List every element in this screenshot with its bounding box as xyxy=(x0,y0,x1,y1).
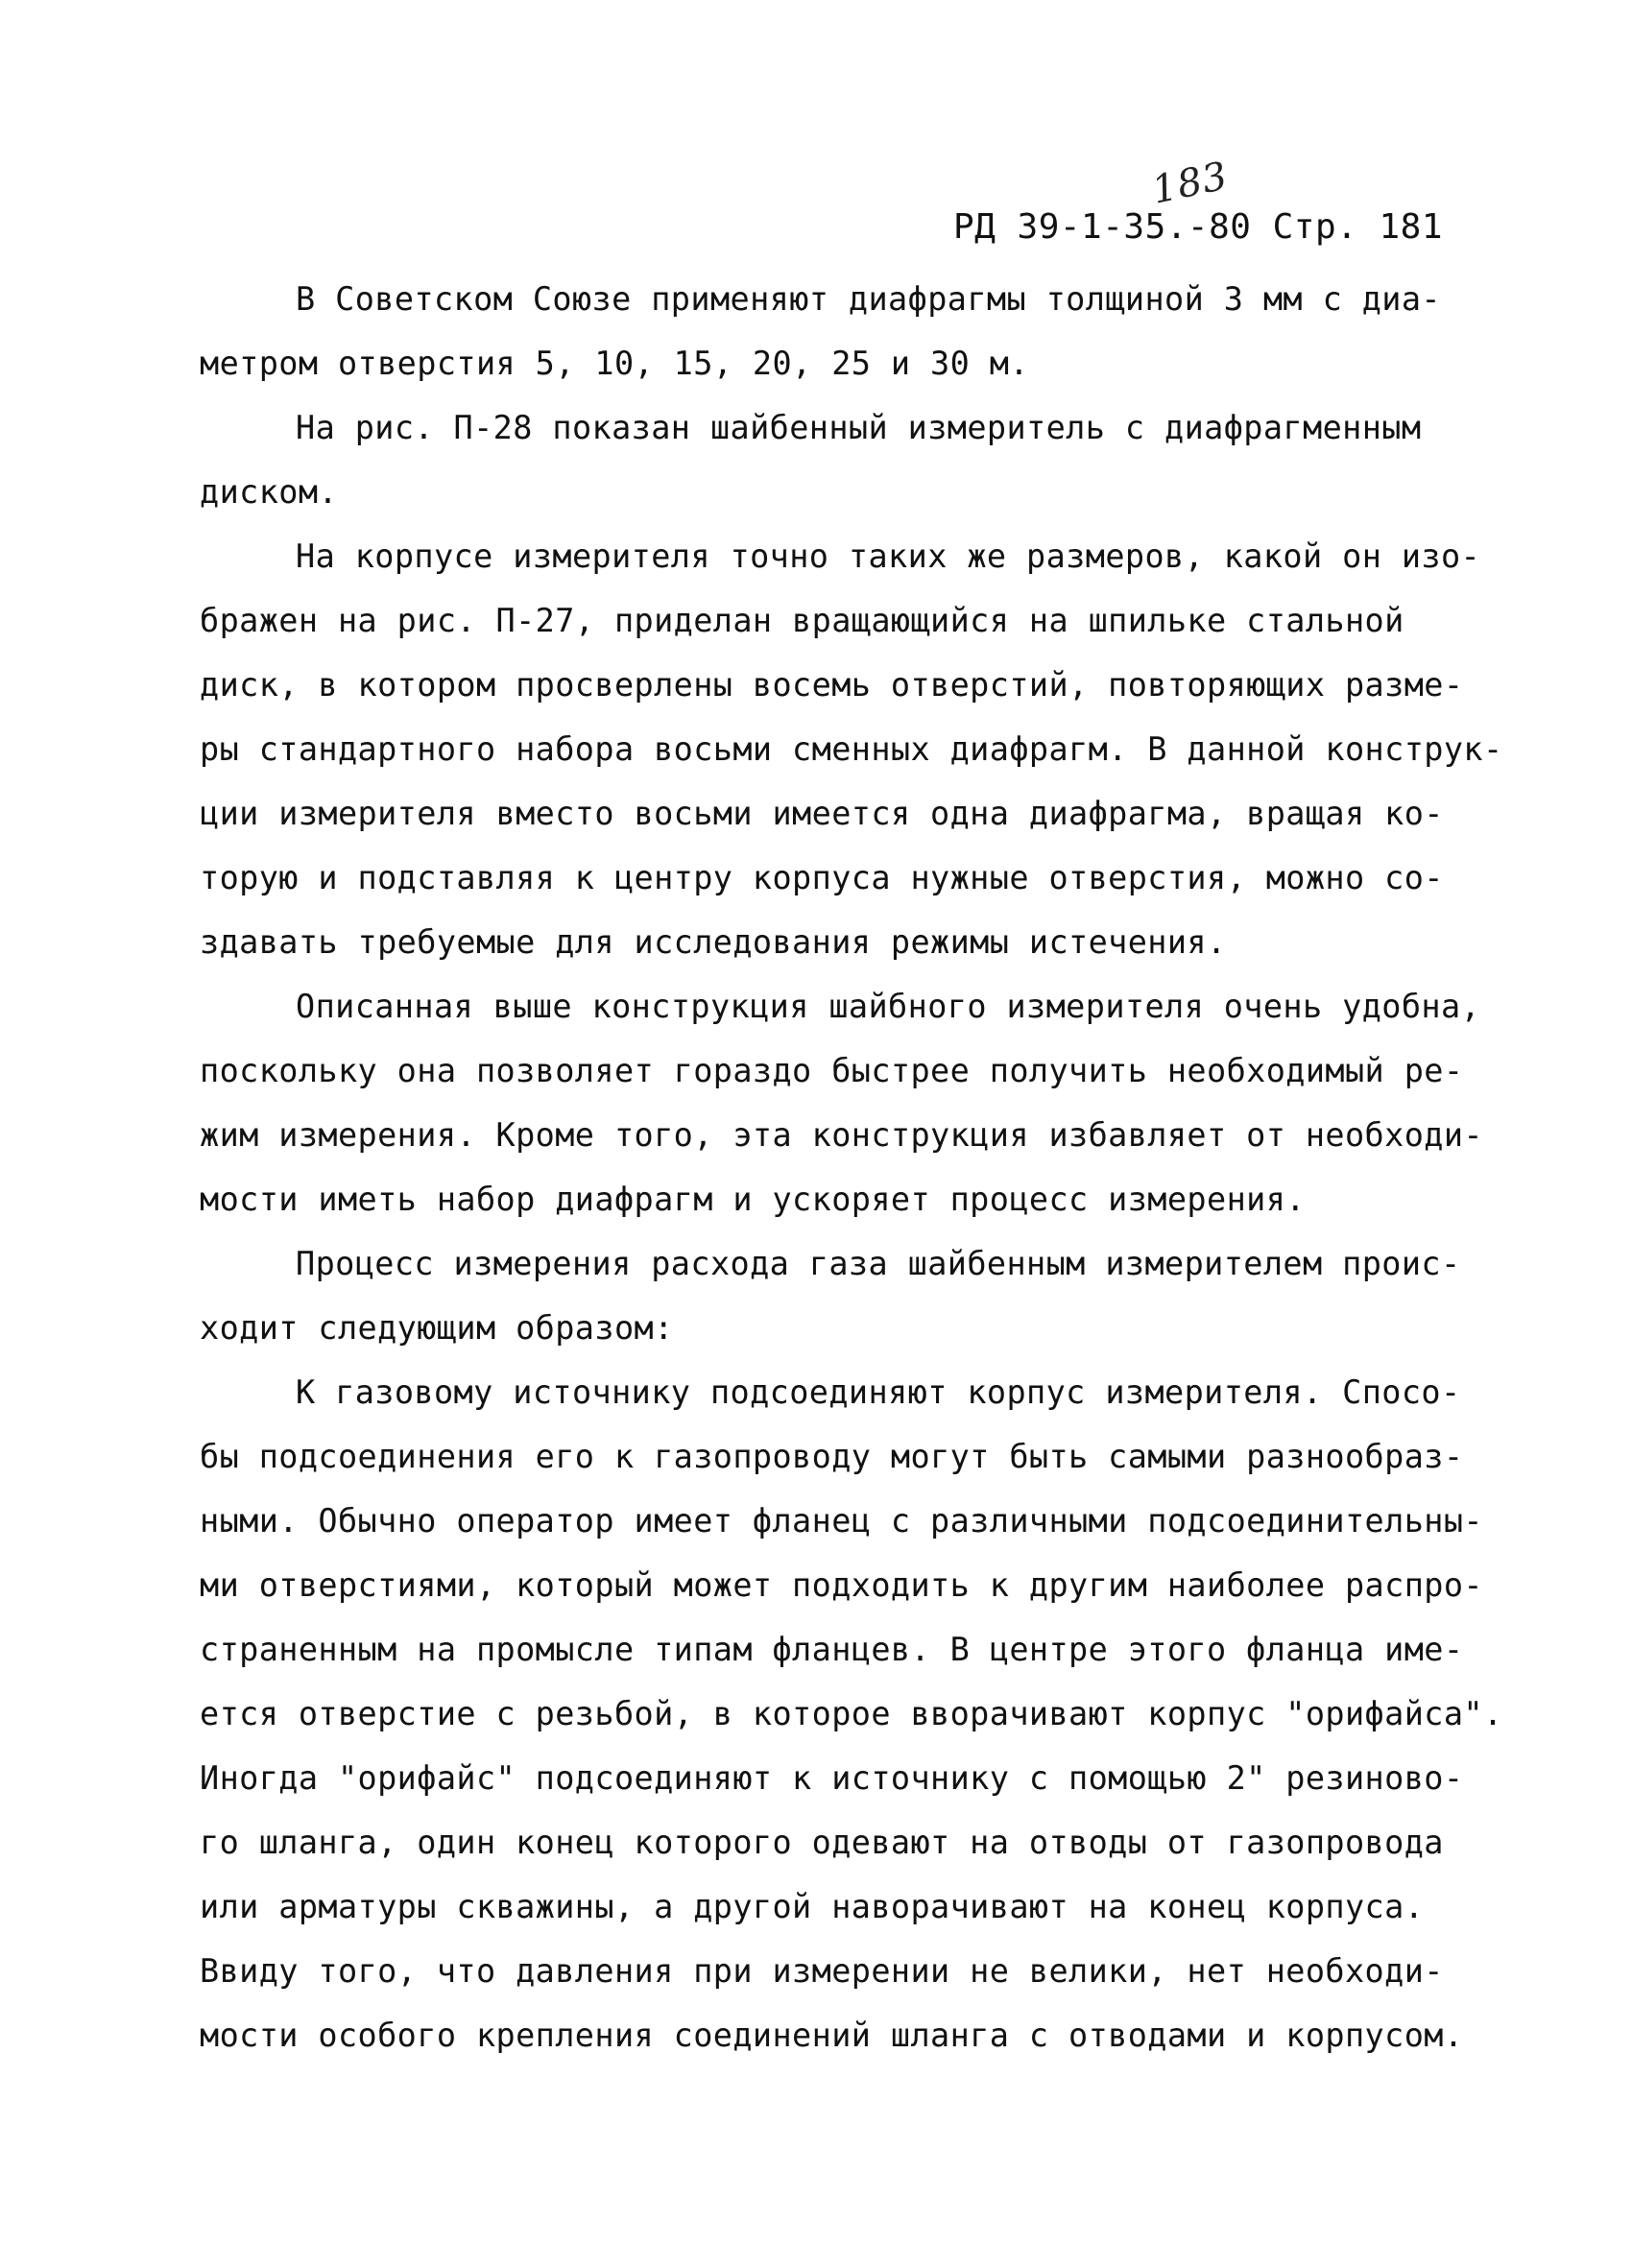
text-line: го шланга, один конец которого одевают на отводы от газопровода xyxy=(200,1824,1444,1861)
document-body xyxy=(200,267,1503,2067)
text-line: поскольку она позволяет гораздо быстрее получить необходимый ре- xyxy=(200,1052,1464,1089)
text-line: мости особого крепления соединений шланга с отводами и корпусом. xyxy=(200,2017,1464,2054)
text-line: бражен на рис. П-27, приделан вращающийся на шпильке стальной xyxy=(200,602,1404,639)
text-line: Ввиду того, что давления при измерении не велики, нет необходи- xyxy=(200,1952,1444,1990)
paragraph xyxy=(200,1360,1503,2067)
text-line: мости иметь набор диафрагм и ускоряет процесс измерения. xyxy=(200,1181,1306,1218)
paragraph xyxy=(200,524,1503,974)
paragraph xyxy=(200,267,1486,395)
text-line: Иногда "орифайс" подсоединяют к источнику с помощью 2" резиново- xyxy=(200,1759,1464,1797)
text-line: В Советском Союзе применяют диафрагмы толщиной 3 мм с диа- xyxy=(296,280,1441,318)
text-line: метром отверстия 5, 10, 15, 20, 25 и 30 м. xyxy=(200,345,1029,382)
text-line: ции измерителя вместо восьми имеется одна диафрагма, вращая ко- xyxy=(200,795,1444,832)
text-line: бы подсоединения его к газопроводу могут быть самыми разнообраз- xyxy=(200,1438,1464,1475)
text-line: ными. Обычно оператор имеет фланец с различными подсоединительны- xyxy=(200,1502,1483,1540)
text-line: ми отверстиями, который может подходить к другим наиболее распро- xyxy=(200,1566,1483,1604)
text-line: Описанная выше конструкция шайбного измерителя очень удобна, xyxy=(296,988,1481,1025)
text-line: К газовому источнику подсоединяют корпус измерителя. Спосо- xyxy=(296,1373,1461,1411)
text-line: или арматуры скважины, а другой наворачивают на конец корпуса. xyxy=(200,1888,1425,1925)
text-line: ры стандартного набора восьми сменных диафрагм. В данной конструк- xyxy=(200,730,1503,768)
handwritten-page-number: 183 xyxy=(1148,154,1233,213)
paragraph xyxy=(200,974,1486,1231)
text-line: ходит следующим образом: xyxy=(200,1309,674,1347)
text-line: страненным на промысле типам фланцев. В центре этого фланца име- xyxy=(200,1631,1464,1668)
text-line: На корпусе измерителя точно таких же размеров, какой он изо- xyxy=(296,537,1481,575)
text-line: ется отверстие с резьбой, в которое вворачивают корпус "орифайса". xyxy=(200,1695,1503,1732)
document-reference-header: РД 39-1-35.-80 Стр. 181 xyxy=(953,207,1443,247)
text-line: торую и подставляя к центру корпуса нужные отверстия, можно со- xyxy=(200,859,1444,896)
paragraph xyxy=(200,395,1486,524)
text-line: здавать требуемые для исследования режимы истечения. xyxy=(200,923,1227,961)
text-line: Процесс измерения расхода газа шайбенным измерителем проис- xyxy=(296,1245,1461,1282)
text-line: диск, в котором просверлены восемь отверстий, повторяющих разме- xyxy=(200,666,1464,704)
text-line: На рис. П-28 показан шайбенный измеритель с диафрагменным xyxy=(296,409,1422,446)
text-line: диском. xyxy=(200,473,338,511)
text-line: жим измерения. Кроме того, эта конструкция избавляет от необходи- xyxy=(200,1116,1483,1154)
paragraph xyxy=(200,1231,1486,1360)
